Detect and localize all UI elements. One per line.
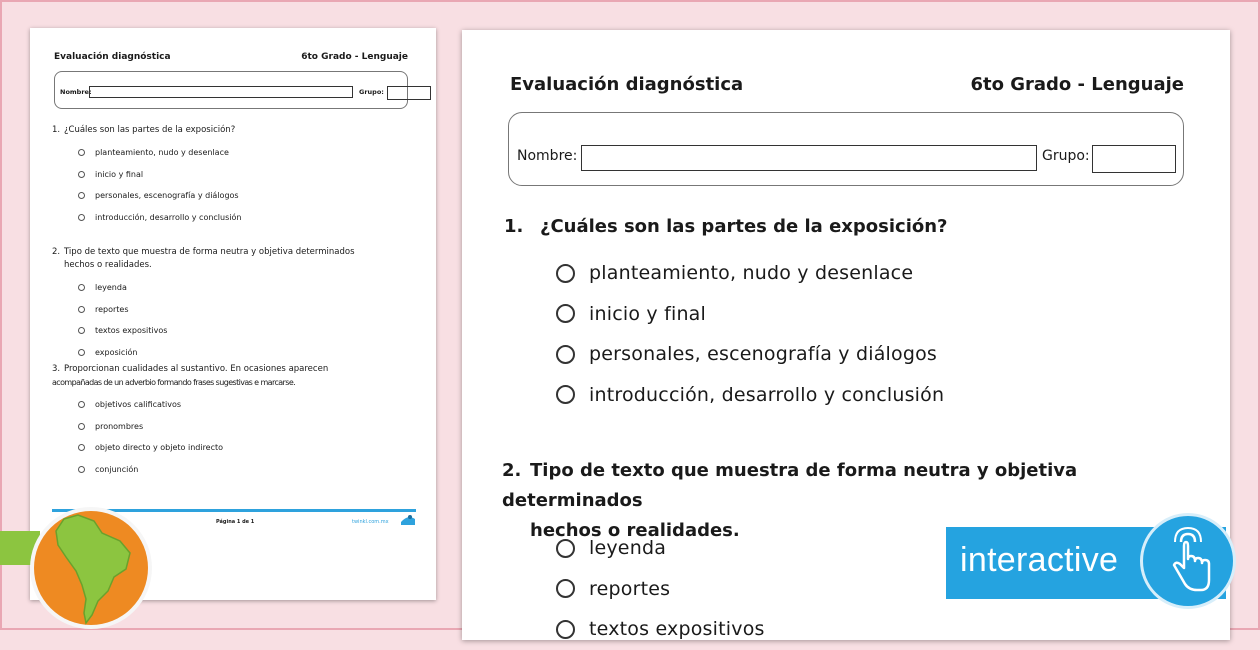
thumb-question-text-cont: hechos o realidades. — [64, 260, 152, 270]
thumb-question-number: 2. — [52, 247, 61, 257]
answer-option[interactable] — [556, 294, 944, 335]
thumb-option-label: inicio y final — [95, 169, 144, 179]
radio-icon[interactable] — [78, 192, 85, 199]
thumb-question-number: 3. — [52, 364, 61, 374]
thumb-option[interactable] — [78, 416, 416, 438]
radio-icon[interactable] — [78, 401, 85, 408]
radio-icon[interactable] — [78, 284, 85, 291]
thumb-question-text: ¿Cuáles son las partes de la exposición? — [64, 125, 236, 135]
thumb-option[interactable] — [78, 207, 416, 229]
thumb-option-label: introducción, desarrollo y conclusión — [95, 212, 242, 222]
group-field[interactable] — [1092, 145, 1176, 173]
thumb-question-number: 1. — [52, 125, 61, 135]
worksheet-title: Evaluación diagnóstica — [510, 74, 744, 95]
name-field[interactable] — [581, 145, 1037, 171]
answer-option-label: leyenda — [589, 537, 667, 560]
radio-icon[interactable] — [78, 444, 85, 451]
thumb-option-label: pronombres — [95, 421, 144, 431]
name-label: Nombre: — [517, 148, 578, 164]
radio-icon[interactable] — [556, 264, 575, 283]
question-1-options — [556, 253, 944, 415]
interactive-label: interactive — [960, 541, 1119, 579]
thumb-option[interactable] — [78, 437, 416, 459]
radio-icon[interactable] — [556, 579, 575, 598]
thumb-question-2 — [52, 246, 416, 272]
footer-page-number: Página 1 de 1 — [216, 519, 255, 525]
answer-option-label: textos expositivos — [589, 618, 765, 641]
question-2-options — [556, 528, 765, 650]
thumb-option-label: leyenda — [95, 283, 127, 293]
thumb-question-3 — [52, 363, 416, 389]
radio-icon[interactable] — [78, 349, 85, 356]
thumb-option-label: reportes — [95, 304, 129, 314]
thumb-option-label: textos expositivos — [95, 326, 168, 336]
thumb-option[interactable] — [78, 142, 416, 164]
thumb-option[interactable] — [78, 320, 416, 342]
radio-icon[interactable] — [78, 466, 85, 473]
radio-icon[interactable] — [78, 327, 85, 334]
question-number: 1. — [504, 216, 524, 237]
thumb-option[interactable] — [78, 277, 416, 299]
thumb-option-label: conjunción — [95, 464, 139, 474]
thumb-name-label: Nombre: — [60, 88, 92, 96]
tap-hand-icon — [1140, 513, 1236, 609]
thumb-question-1 — [52, 124, 416, 137]
radio-icon[interactable] — [78, 214, 85, 221]
thumb-option[interactable] — [78, 394, 416, 416]
radio-icon[interactable] — [556, 304, 575, 323]
radio-icon[interactable] — [78, 171, 85, 178]
radio-icon[interactable] — [78, 306, 85, 313]
radio-icon[interactable] — [556, 385, 575, 404]
thumb-question-text-cont: acompañadas de un adverbio formando frases sugestivas e marcarse. — [52, 378, 296, 387]
thumb-questions — [52, 124, 416, 480]
radio-icon[interactable] — [556, 345, 575, 364]
footer-link[interactable]: twinkl.com.mx — [352, 519, 389, 525]
thumb-option[interactable] — [78, 459, 416, 481]
thumb-options-2 — [78, 277, 416, 363]
answer-option-label: introducción, desarrollo y conclusión — [589, 383, 945, 406]
thumb-option[interactable] — [78, 164, 416, 186]
thumb-option-label: exposición — [95, 347, 138, 357]
worksheet-grade: 6to Grado - Lenguaje — [970, 74, 1184, 95]
answer-option-label: personales, escenografía y diálogos — [589, 343, 938, 366]
answer-option[interactable] — [556, 528, 765, 569]
thumb-options-3 — [78, 394, 416, 480]
group-label: Grupo: — [1042, 148, 1090, 164]
question-text-cont: hechos o realidades. — [530, 520, 740, 541]
answer-option-label: reportes — [589, 577, 671, 600]
radio-icon[interactable] — [556, 539, 575, 558]
thumb-option[interactable] — [78, 185, 416, 207]
answer-option-label: inicio y final — [589, 302, 707, 325]
thumb-option-label: objeto directo y objeto indirecto — [95, 443, 224, 453]
radio-icon[interactable] — [556, 620, 575, 639]
answer-option[interactable] — [556, 253, 944, 294]
answer-option-label: planteamiento, nudo y desenlace — [589, 262, 914, 285]
thumb-name-box — [54, 71, 408, 109]
answer-option[interactable] — [556, 334, 944, 375]
twinkl-logo-icon — [400, 513, 416, 527]
thumb-option[interactable] — [78, 342, 416, 364]
thumb-options-1 — [78, 142, 416, 228]
answer-option[interactable] — [556, 375, 944, 416]
thumb-question-text: Tipo de texto que muestra de forma neutra y objetiva determinados — [64, 247, 355, 257]
name-group-box — [508, 112, 1184, 186]
thumb-option-label: planteamiento, nudo y desenlace — [95, 148, 229, 158]
thumb-group-field[interactable] — [387, 86, 431, 100]
answer-option[interactable] — [556, 569, 765, 610]
thumb-title: Evaluación diagnóstica — [54, 52, 171, 62]
question-1 — [504, 212, 948, 242]
answer-option[interactable] — [556, 609, 765, 650]
thumb-question-text: Proporcionan cualidades al sustantivo. En ocasiones aparecen — [64, 364, 329, 374]
thumb-option[interactable] — [78, 299, 416, 321]
question-text: Tipo de texto que muestra de forma neutra y objetiva determinados — [502, 460, 1078, 511]
thumb-grade: 6to Grado - Lenguaje — [301, 52, 408, 62]
question-text: ¿Cuáles son las partes de la exposición? — [540, 216, 948, 237]
question-number: 2. — [502, 460, 522, 481]
south-america-map-icon — [28, 505, 154, 631]
radio-icon[interactable] — [78, 149, 85, 156]
thumb-option-label: objetivos calificativos — [95, 400, 182, 410]
tap-hand-glyph — [1143, 516, 1233, 606]
thumb-option-label: personales, escenografía y diálogos — [95, 191, 239, 201]
thumb-name-field[interactable] — [89, 86, 353, 98]
radio-icon[interactable] — [78, 423, 85, 430]
thumb-group-label: Grupo: — [359, 88, 384, 96]
